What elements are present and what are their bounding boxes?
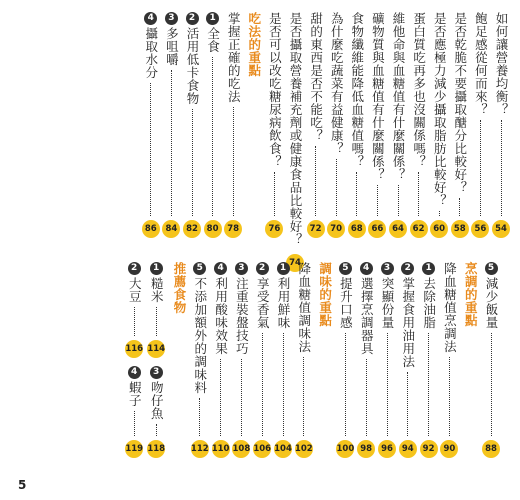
- dotted-leader: [480, 120, 481, 216]
- toc-entry[interactable]: [451, 12, 469, 238]
- item-number-badge: 4: [214, 262, 227, 275]
- toc-entry[interactable]: [295, 262, 313, 458]
- dotted-leader: [283, 333, 284, 436]
- toc-entry[interactable]: [183, 12, 201, 238]
- item-number-badge: 5: [193, 262, 206, 275]
- entry-title: 蛋白質吃再多也沒關係嗎？: [411, 12, 427, 168]
- dotted-leader: [156, 424, 157, 436]
- entry-title: 降血糖值調味法: [296, 262, 312, 353]
- page-number-circle: 72: [307, 220, 325, 238]
- dotted-leader: [156, 307, 157, 336]
- entry-title: 提升口感: [338, 277, 354, 329]
- page-number-circle: 54: [492, 220, 510, 238]
- item-number-badge: 1: [150, 262, 163, 275]
- page-number-circle: 58: [451, 220, 469, 238]
- entry-title: 掌握食用油用法: [400, 277, 416, 368]
- dotted-leader: [407, 372, 408, 436]
- entry-title: 糙米: [149, 277, 165, 303]
- section-heading-text: 調味的重點: [317, 262, 333, 327]
- item-number-badge: 1: [206, 12, 219, 25]
- toc-entry[interactable]: [378, 262, 396, 458]
- item-number-badge: 5: [485, 262, 498, 275]
- dotted-leader: [134, 411, 135, 436]
- toc-entry[interactable]: [348, 12, 366, 238]
- entry-title: 利用鮮味: [276, 277, 291, 329]
- entry-title: 甜的東西是否不能吃？: [308, 12, 324, 142]
- entry-title: 掌握正確的吃法: [226, 12, 242, 103]
- entry-title: 降血糖值烹調法: [442, 262, 458, 353]
- page-number-circle: 106: [253, 440, 271, 458]
- page-number-circle: 68: [348, 220, 366, 238]
- dotted-leader: [262, 333, 263, 436]
- item-number-badge: 4: [360, 262, 373, 275]
- entry-title: 礦物質與血糖值有什麼關係？: [370, 12, 386, 181]
- toc-entry[interactable]: [147, 262, 165, 358]
- entry-title: 享受香氣: [255, 277, 271, 329]
- dotted-leader: [212, 57, 213, 216]
- toc-entry[interactable]: [492, 12, 510, 238]
- toc-entry[interactable]: [420, 262, 438, 458]
- entry-title: 蝦子: [127, 381, 143, 407]
- dotted-leader: [387, 333, 388, 436]
- section-heading: [170, 262, 188, 458]
- toc-entry[interactable]: [327, 12, 345, 238]
- dotted-leader: [366, 359, 367, 436]
- page-number-circle: 74: [286, 254, 304, 272]
- entry-title: 是否可以改吃糖尿病飲食？: [267, 12, 283, 168]
- entry-title: 吻仔魚: [149, 381, 165, 420]
- page-number-circle: 112: [191, 440, 209, 458]
- page-number-circle: 118: [147, 440, 165, 458]
- dotted-leader: [241, 359, 242, 436]
- toc-entry[interactable]: [410, 12, 428, 238]
- page-number-circle: 78: [224, 220, 242, 238]
- section-heading: [245, 12, 263, 238]
- toc-entry[interactable]: [125, 262, 143, 358]
- dotted-leader: [171, 70, 172, 216]
- entry-title: 是否乾脆不要攝取醣分比較好？: [452, 12, 468, 194]
- page-number-circle: 70: [327, 220, 345, 238]
- page-number-circle: 108: [232, 440, 250, 458]
- item-number-badge: 2: [186, 12, 199, 25]
- toc-entry[interactable]: [224, 12, 242, 238]
- page-number-circle: 90: [440, 440, 458, 458]
- entry-title: 是否應極力減少攝取脂肪比較好？: [432, 12, 448, 207]
- entry-title: 注重裝盤技巧: [234, 277, 250, 355]
- item-number-badge: 2: [401, 262, 414, 275]
- dotted-leader: [377, 185, 378, 216]
- dotted-leader: [345, 333, 346, 436]
- page-number-circle: 64: [389, 220, 407, 238]
- item-number-badge: 3: [165, 12, 178, 25]
- entry-title: 飽足感從何而來？: [473, 12, 489, 116]
- toc-entry[interactable]: [142, 12, 160, 238]
- toc-entry[interactable]: [147, 366, 165, 458]
- page-number: 5: [18, 478, 27, 492]
- dotted-leader: [134, 307, 135, 336]
- toc-entry[interactable]: [191, 262, 209, 458]
- page-number-circle: 116: [125, 340, 143, 358]
- item-number-badge: 4: [144, 12, 157, 25]
- section-heading-text: 烹調的重點: [463, 262, 479, 327]
- toc-entry[interactable]: [440, 262, 458, 458]
- dotted-leader: [220, 359, 221, 436]
- entry-title: 活用低卡食物: [185, 27, 200, 105]
- section-heading-text: 吃法的重點: [246, 12, 262, 77]
- dotted-leader: [356, 172, 357, 216]
- entry-title: 食物纖維能降低血糖值嗎？: [349, 12, 365, 168]
- page-number-circle: 60: [430, 220, 448, 238]
- dotted-leader: [459, 198, 460, 216]
- dotted-leader: [150, 83, 151, 216]
- page-number-circle: 104: [274, 440, 292, 458]
- toc-entry[interactable]: [357, 262, 375, 458]
- page-number-circle: 114: [147, 340, 165, 358]
- item-number-badge: 3: [381, 262, 394, 275]
- entry-title: 突顯份量: [380, 277, 395, 329]
- page-number-circle: 84: [162, 220, 180, 238]
- toc-entry[interactable]: [482, 262, 500, 458]
- page-number-circle: 56: [471, 220, 489, 238]
- entry-title: 是否攝取營養補充劑或健康食品比較好？: [288, 12, 303, 246]
- entry-title: 不添加額外的調味料: [192, 277, 208, 394]
- item-number-badge: 1: [422, 262, 435, 275]
- toc-entry[interactable]: [286, 12, 304, 268]
- page-number-circle: 82: [183, 220, 201, 238]
- item-number-badge: 1: [277, 262, 290, 275]
- toc-entry[interactable]: [430, 12, 448, 238]
- dotted-leader: [274, 172, 275, 216]
- toc-entry[interactable]: [265, 12, 283, 238]
- toc-entry[interactable]: [204, 12, 222, 238]
- dotted-leader: [428, 333, 429, 436]
- item-number-badge: 3: [235, 262, 248, 275]
- toc-entry[interactable]: [212, 262, 230, 458]
- toc-entry[interactable]: [125, 366, 143, 458]
- page-number-circle: 96: [378, 440, 396, 458]
- page-number-circle: 102: [295, 440, 313, 458]
- toc-entry[interactable]: [399, 262, 417, 458]
- toc-entry[interactable]: [162, 12, 180, 238]
- entry-title: 減少飯量: [484, 277, 499, 329]
- entry-title: 利用酸味效果: [213, 277, 229, 355]
- section-heading: [461, 262, 479, 458]
- item-number-badge: 5: [339, 262, 352, 275]
- entry-title: 選擇烹調器具: [359, 277, 375, 355]
- toc-entry[interactable]: [389, 12, 407, 238]
- page-number-circle: 119: [125, 440, 143, 458]
- dotted-leader: [199, 398, 200, 436]
- entry-title: 攝取水分: [143, 27, 159, 79]
- entry-title: 維他命與血糖值有什麼關係？: [391, 12, 406, 181]
- page-number-circle: 100: [336, 440, 354, 458]
- section-heading-text: 推薦食物: [172, 262, 187, 314]
- toc-entry[interactable]: [274, 262, 292, 458]
- page-number-circle: 94: [399, 440, 417, 458]
- toc-entry[interactable]: [368, 12, 386, 238]
- section-heading: [316, 262, 334, 458]
- item-number-badge: 2: [256, 262, 269, 275]
- page-number-circle: 110: [212, 440, 230, 458]
- item-number-badge: 4: [128, 366, 141, 379]
- dotted-leader: [439, 211, 440, 216]
- dotted-leader: [491, 333, 492, 436]
- toc-entry[interactable]: [336, 262, 354, 458]
- page-number-circle: 92: [420, 440, 438, 458]
- page-number-circle: 88: [482, 440, 500, 458]
- dotted-leader: [449, 357, 450, 436]
- page-number-circle: 76: [265, 220, 283, 238]
- toc-entry[interactable]: [307, 12, 325, 238]
- page-number-circle: 66: [368, 220, 386, 238]
- entry-title: 全食: [205, 27, 221, 53]
- dotted-leader: [315, 146, 316, 216]
- toc-entry[interactable]: [471, 12, 489, 238]
- dotted-leader: [336, 159, 337, 216]
- dotted-leader: [233, 107, 234, 216]
- item-number-badge: 3: [150, 366, 163, 379]
- entry-title: 多咀嚼: [164, 27, 180, 66]
- dotted-leader: [501, 120, 502, 216]
- item-number-badge: 2: [128, 262, 141, 275]
- dotted-leader: [418, 172, 419, 216]
- entry-title: 去除油脂: [421, 277, 437, 329]
- entry-title: 為什麼吃蔬菜有益健康？: [329, 12, 345, 155]
- page-number-circle: 80: [204, 220, 222, 238]
- page-number-circle: 86: [142, 220, 160, 238]
- page-number-circle: 98: [357, 440, 375, 458]
- toc-entry[interactable]: [232, 262, 250, 458]
- toc-entry[interactable]: [253, 262, 271, 458]
- dotted-leader: [303, 357, 304, 436]
- entry-title: 大豆: [127, 277, 143, 303]
- dotted-leader: [192, 109, 193, 216]
- dotted-leader: [398, 185, 399, 216]
- entry-title: 如何讓營養均衡？: [494, 12, 509, 116]
- page-number-circle: 62: [410, 220, 428, 238]
